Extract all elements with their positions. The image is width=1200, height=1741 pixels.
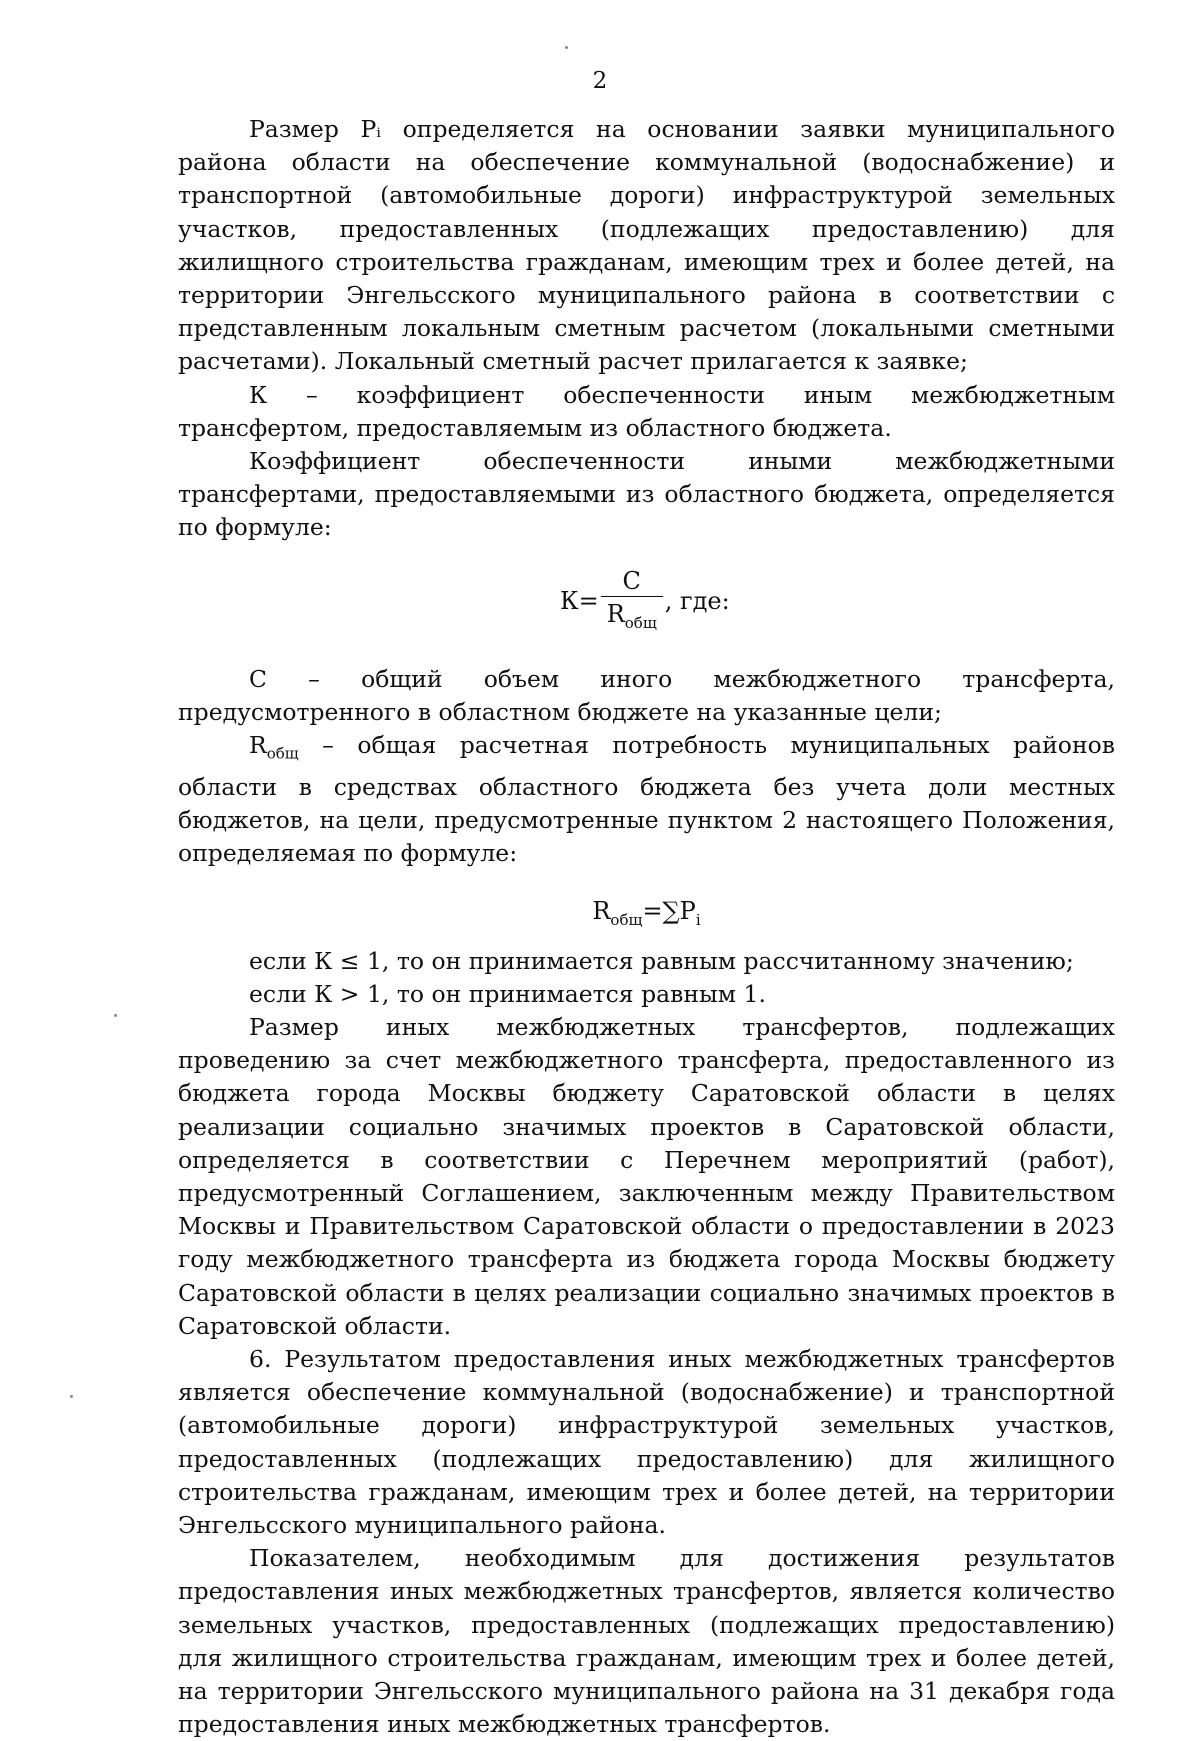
scan-speck <box>114 1014 117 1017</box>
paragraph-k-definition: К – коэффициент обеспеченности иным межбюджетным трансфертом, предоставляемым из областного бюджета. <box>178 380 1115 442</box>
formula-k-numerator: С <box>622 566 641 595</box>
formula-k-denominator: $R_{общ}$ <box>601 596 663 638</box>
paragraph-r-definition: $R_{общ}$ – общая расчетная потребность муниципальных районов области в средствах областного бюджета без учета доли местных бюджетов, на цели, предусмотренные пунктом 2 настоящего Положения, определяемая по формуле: <box>178 731 1115 868</box>
page-number: 2 <box>592 68 608 94</box>
paragraph-transfer-size: Размер иных межбюджетных трансфертов, подлежащих проведению за счет межбюджетного трансферта, предоставленного из бюджета города Москвы бюджету Саратовской области в целях реализации социально значимых проектов в Саратовской области, определяется в соответствии с Перечнем мероприятий (работ), предусмотренный Соглашением, заключенным между Правительством Москвы и Правительством Саратовской области о предоставлении в 2023 году межбюджетного трансферта из бюджета города Москвы бюджету Саратовской области в целях реализации социально значимых проектов в Саратовской области. <box>178 1012 1115 1340</box>
condition-k-gt-1: если К > 1, то он принимается равным 1. <box>249 979 766 1008</box>
formula-k-tail: , где: <box>664 587 730 616</box>
scan-speck <box>565 46 568 49</box>
formula-k-fraction <box>601 566 663 638</box>
paragraph-c-definition: С – общий объем иного межбюджетного трансферта, предусмотренного в областном бюджете на указанные цели; <box>178 664 1115 726</box>
formula-k-lhs: К= <box>560 587 599 616</box>
document-body <box>178 113 1115 1741</box>
formula-r: $R_{общ}=\sum P_i$ <box>592 896 701 929</box>
paragraph-k-formula-intro: Коэффициент обеспеченности иными межбюджетными трансфертами, предоставляемыми из областного бюджета, определяется по формуле: <box>178 447 1115 542</box>
condition-k-le-1: если К ≤ 1, то он принимается равным рассчитанному значению; <box>249 946 1074 975</box>
paragraph-indicator: Показателем, необходимым для достижения результатов предоставления иных межбюджетных трансфертов, является количество земельных участков, предоставленных (подлежащих предоставлению) для жилищного строительства гражданам, имеющим трех и более детей, на территории Энгельсского муниципального района на 31 декабря года предоставления иных межбюджетных трансфертов. <box>178 1544 1115 1739</box>
formula-k <box>178 565 1115 639</box>
scan-speck <box>70 1395 73 1398</box>
paragraph-result: 6. Результатом предоставления иных межбюджетных трансфертов является обеспечение коммунальной (водоснабжение) и транспортной (автомобильные дороги) инфраструктурой земельных участков, предоставленных (подлежащих предоставлению) для жилищного строительства гражданам, имеющим трех и более детей, на территории Энгельсского муниципального района. <box>178 1344 1115 1539</box>
paragraph-pi-size: Размер Pᵢ определяется на основании заявки муниципального района области на обеспечение коммунальной (водоснабжение) и транспортной (автомобильные дороги) инфраструктурой земельных участков, предоставленных (подлежащих предоставлению) для жилищного строительства гражданам, имеющим трех и более детей, на территории Энгельсского муниципального района в соответствии с представленным локальным сметным расчетом (локальными сметными расчетами). Локальный сметный расчет прилагается к заявке; <box>178 115 1115 376</box>
